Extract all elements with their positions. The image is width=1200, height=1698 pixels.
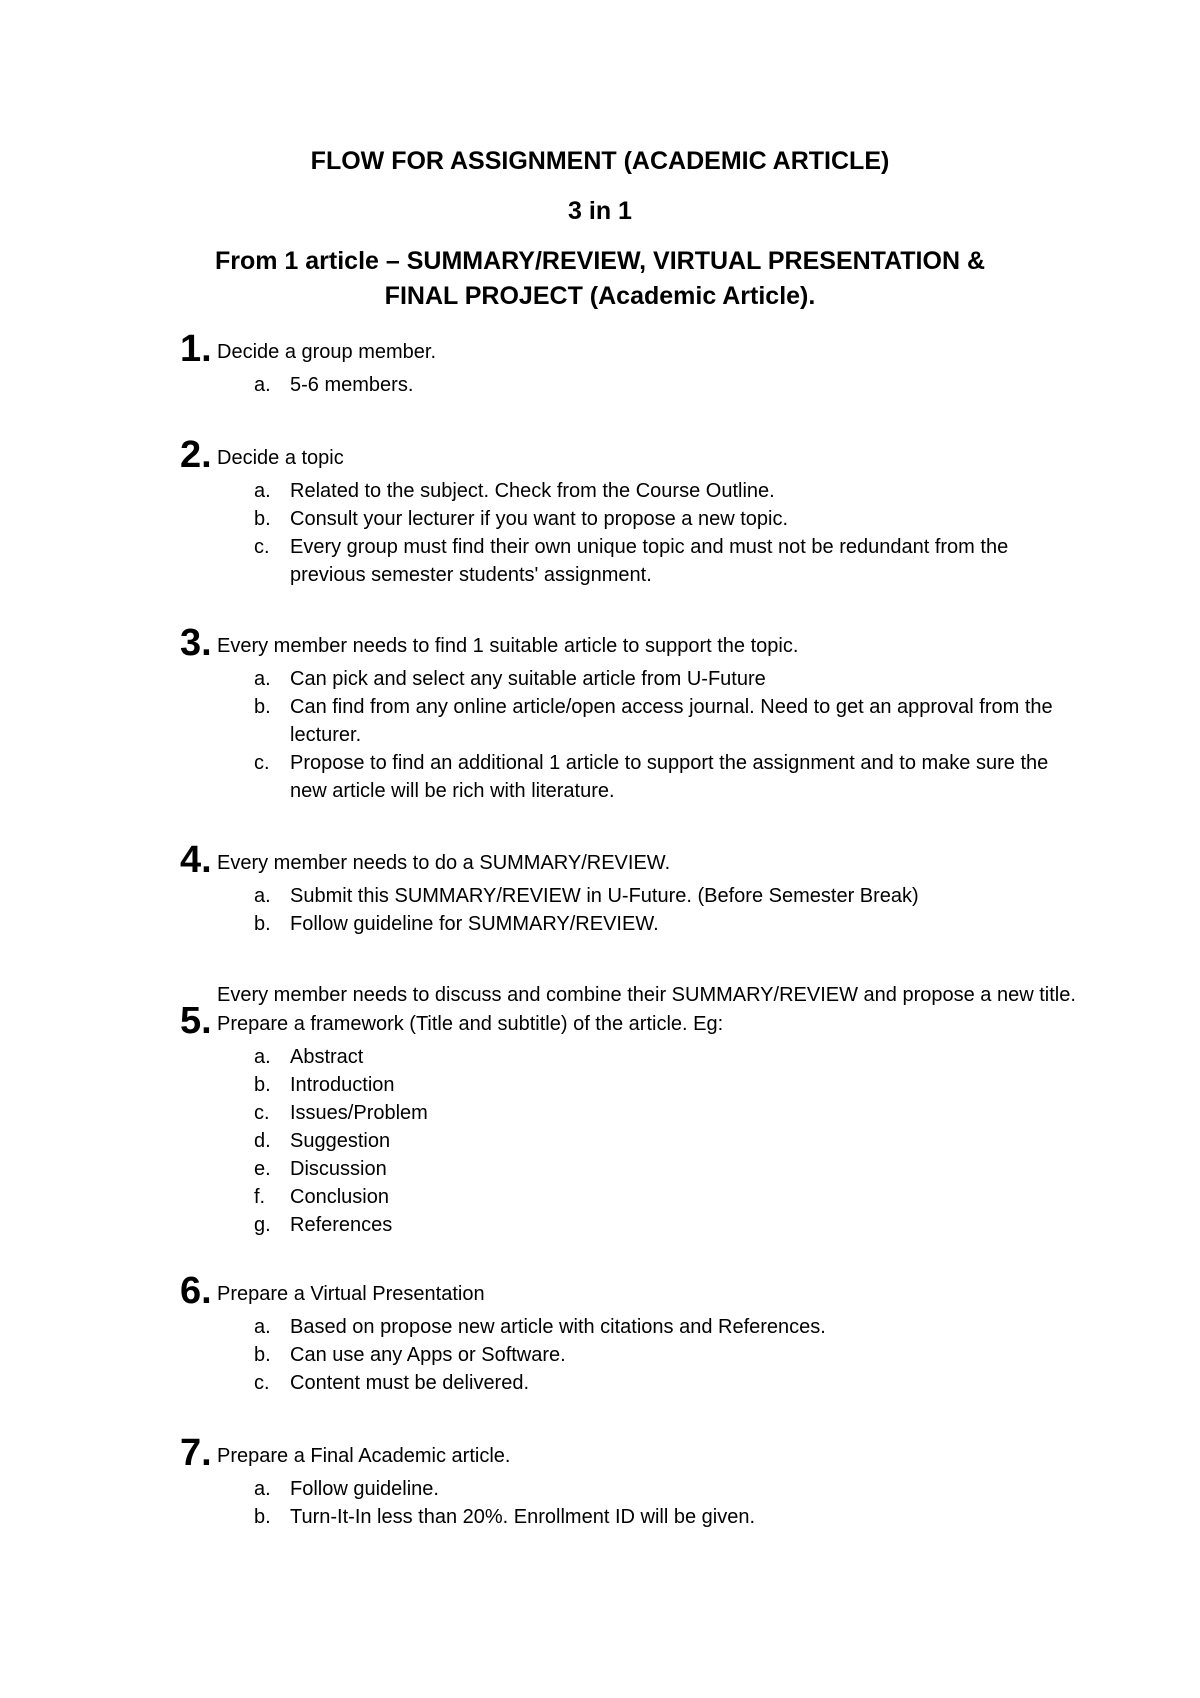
- step-heading: [180, 328, 1080, 370]
- sub-item-list: [180, 371, 1080, 399]
- list-item-letter: c.: [254, 536, 270, 558]
- list-item-text: Conclusion: [290, 1186, 389, 1208]
- step-text: Prepare a Final Academic article.: [217, 1445, 511, 1467]
- list-item: [180, 1503, 1080, 1531]
- list-item-letter: d.: [254, 1130, 271, 1152]
- list-item-letter: a.: [254, 480, 271, 502]
- step-number: 1.: [180, 328, 212, 370]
- document-heading: [0, 244, 1200, 314]
- list-item: [180, 910, 1080, 938]
- list-item-letter: b.: [254, 1506, 271, 1528]
- step-text: Decide a topic: [217, 447, 344, 469]
- step-heading: [180, 434, 1080, 476]
- step-1: [180, 328, 1080, 399]
- document-title: FLOW FOR ASSIGNMENT (ACADEMIC ARTICLE): [310, 147, 890, 175]
- list-item: [180, 1313, 1080, 1341]
- list-item: [180, 693, 1080, 749]
- step-number: 4.: [180, 839, 212, 881]
- list-item-letter: a.: [254, 374, 271, 396]
- list-item-text: Follow guideline for SUMMARY/REVIEW.: [290, 913, 659, 935]
- list-item-text: Related to the subject. Check from the Course Outline.: [290, 480, 775, 502]
- list-item-text: Abstract: [290, 1046, 364, 1068]
- sub-item-list: [180, 665, 1080, 805]
- step-text: Decide a group member.: [217, 341, 437, 363]
- list-item: [180, 533, 1080, 589]
- list-item: [180, 749, 1080, 805]
- list-item-text: Suggestion: [290, 1130, 391, 1152]
- step-text: Every member needs to find 1 suitable article to support the topic.: [217, 635, 799, 657]
- list-item-text: Content must be delivered.: [290, 1372, 530, 1394]
- list-item-letter: g.: [254, 1214, 271, 1236]
- sub-item-list: [180, 882, 1080, 938]
- step-text: Every member needs to do a SUMMARY/REVIEW.: [217, 852, 671, 874]
- list-item-text: Propose to find an additional 1 article to support the assignment and to make sure the new article will be rich with literature.: [290, 752, 1049, 802]
- list-item-text: References: [290, 1214, 393, 1236]
- step-3: [180, 622, 1080, 805]
- list-item-letter: a.: [254, 885, 271, 907]
- step-heading: [180, 839, 1080, 881]
- heading-line-2: FINAL PROJECT (Academic Article).: [384, 282, 816, 310]
- list-item-text: Based on propose new article with citations and References.: [290, 1316, 826, 1338]
- title-block: [0, 146, 1200, 314]
- step-number: 7.: [180, 1432, 212, 1474]
- step-heading: [180, 1432, 1080, 1474]
- step-text: Every member needs to discuss and combine their SUMMARY/REVIEW and propose a new title. Prepare a framework (Title and subtitle) of the article. Eg:: [217, 984, 1076, 1035]
- list-item: [180, 882, 1080, 910]
- list-item: [180, 1127, 1080, 1155]
- list-item-letter: b.: [254, 1344, 271, 1366]
- list-item-text: Can use any Apps or Software.: [290, 1344, 566, 1366]
- step-number: 2.: [180, 434, 212, 476]
- step-heading: [180, 981, 1080, 1042]
- list-item: [180, 1071, 1080, 1099]
- list-item: [180, 1475, 1080, 1503]
- list-item-letter: b.: [254, 1074, 271, 1096]
- list-item: [180, 1155, 1080, 1183]
- list-item-text: 5-6 members.: [290, 374, 414, 396]
- list-item: [180, 1369, 1080, 1397]
- list-item-letter: b.: [254, 696, 271, 718]
- list-item-text: Discussion: [290, 1158, 387, 1180]
- list-item-text: Submit this SUMMARY/REVIEW in U-Future. (Before Semester Break): [290, 885, 919, 907]
- list-item: [180, 1183, 1080, 1211]
- list-item-letter: b.: [254, 508, 271, 530]
- sub-item-list: [180, 477, 1080, 589]
- list-item: [180, 371, 1080, 399]
- list-item-text: Introduction: [290, 1074, 395, 1096]
- step-number: 6.: [180, 1270, 212, 1312]
- step-4: [180, 839, 1080, 938]
- list-item-letter: c.: [254, 1372, 270, 1394]
- list-item-letter: c.: [254, 752, 270, 774]
- sub-item-list: [180, 1043, 1080, 1239]
- list-item-letter: a.: [254, 1046, 271, 1068]
- list-item-text: Follow guideline.: [290, 1478, 439, 1500]
- step-2: [180, 434, 1080, 589]
- step-5: [180, 981, 1080, 1239]
- list-item-letter: a.: [254, 1478, 271, 1500]
- list-item: [180, 1099, 1080, 1127]
- sub-item-list: [180, 1475, 1080, 1531]
- list-item: [180, 1043, 1080, 1071]
- heading-line-1: From 1 article – SUMMARY/REVIEW, VIRTUAL PRESENTATION &: [214, 247, 986, 275]
- list-item-letter: c.: [254, 1102, 270, 1124]
- step-heading: [180, 622, 1080, 664]
- step-text: Prepare a Virtual Presentation: [217, 1283, 485, 1305]
- list-item: [180, 1341, 1080, 1369]
- list-item: [180, 1211, 1080, 1239]
- step-heading: [180, 1270, 1080, 1312]
- list-item: [180, 477, 1080, 505]
- step-number: 3.: [180, 622, 212, 664]
- list-item-letter: e.: [254, 1158, 271, 1180]
- sub-item-list: [180, 1313, 1080, 1397]
- list-item-text: Consult your lecturer if you want to propose a new topic.: [290, 508, 789, 530]
- list-item: [180, 505, 1080, 533]
- step-7: [180, 1432, 1080, 1531]
- list-item-text: Can pick and select any suitable article from U-Future: [290, 668, 766, 690]
- list-item-letter: b.: [254, 913, 271, 935]
- list-item-letter: a.: [254, 1316, 271, 1338]
- document-subtitle: 3 in 1: [568, 197, 632, 225]
- list-item-text: Can find from any online article/open access journal. Need to get an approval from the lecturer.: [290, 696, 1053, 746]
- step-number: 5.: [180, 1000, 212, 1042]
- list-item-text: Every group must find their own unique topic and must not be redundant from the previous semester students' assignment.: [290, 536, 1009, 586]
- list-item: [180, 665, 1080, 693]
- list-item-letter: a.: [254, 668, 271, 690]
- list-item-text: Issues/Problem: [290, 1102, 428, 1124]
- list-item-letter: f.: [254, 1186, 266, 1208]
- list-item-text: Turn-It-In less than 20%. Enrollment ID will be given.: [290, 1506, 756, 1528]
- step-6: [180, 1270, 1080, 1397]
